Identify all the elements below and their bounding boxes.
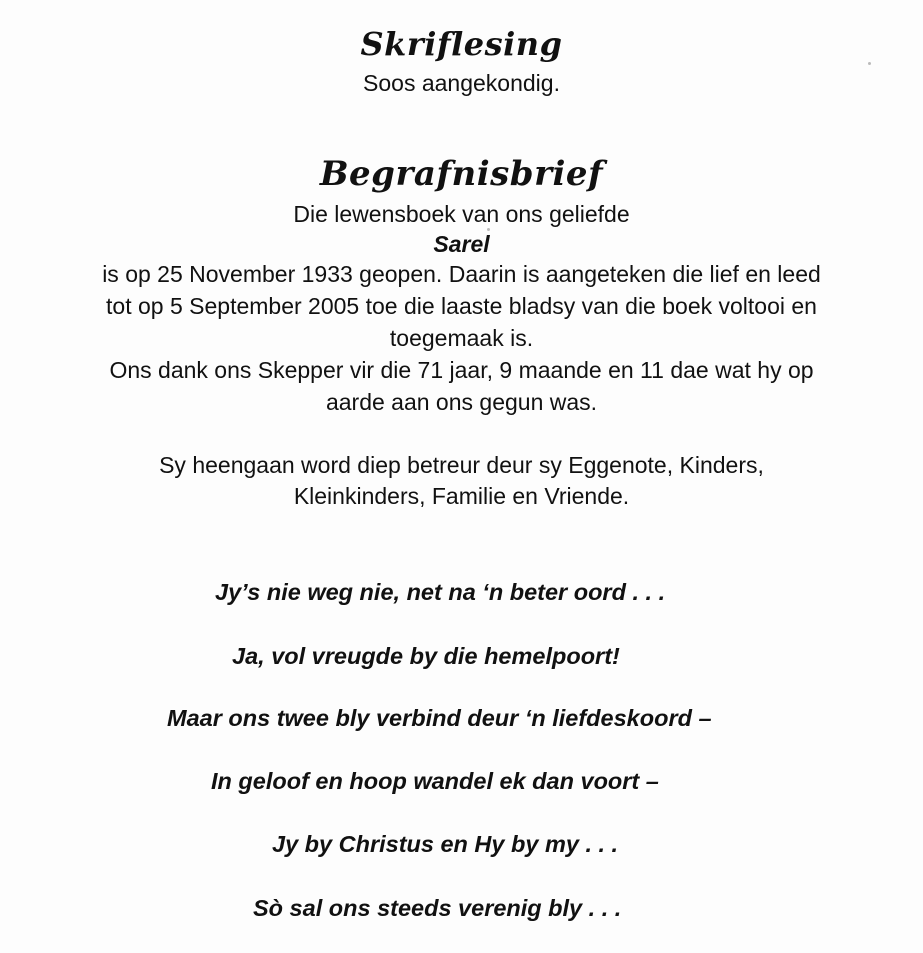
scripture-heading: Skriflesing [360,25,563,63]
mourners-line: Sy heengaan word diep betreur deur sy Eggenote, Kinders, [159,452,764,478]
letter-body-line: Ons dank ons Skepper vir die 71 jaar, 9 maande en 11 dae wat hy op [109,357,814,383]
poem-line: Maar ons twee bly verbind deur ‘n liefdeskoord – [167,705,712,731]
letter-intro: Die lewensboek van ons geliefde [293,201,630,227]
poem-line: Jy by Christus en Hy by my . . . [272,831,619,857]
paper-speck [487,228,490,231]
scripture-subtitle: Soos aangekondig. [363,70,560,96]
letter-body-line: toegemaak is. [389,325,534,351]
funeral-letter-heading: Begrafnisbrief [319,154,604,194]
poem-line: Ja, vol vreugde by die hemelpoort! [232,643,620,669]
paper-speck [868,62,871,65]
letter-body-line: tot op 5 September 2005 toe die laaste bladsy van die boek voltooi en [106,293,817,319]
letter-body-line: aarde aan ons gegun was. [325,389,598,415]
poem-line: In geloof en hoop wandel ek dan voort – [211,768,659,794]
deceased-name: Sarel [433,231,490,257]
mourners-line: Kleinkinders, Familie en Vriende. [293,483,630,509]
poem-line: Sò sal ons steeds verenig bly . . . [253,895,622,921]
poem-line: Jy’s nie weg nie, net na ‘n beter oord . . . [215,579,666,605]
letter-body-line: is op 25 November 1933 geopen. Daarin is aangeteken die lief en leed [102,261,821,287]
